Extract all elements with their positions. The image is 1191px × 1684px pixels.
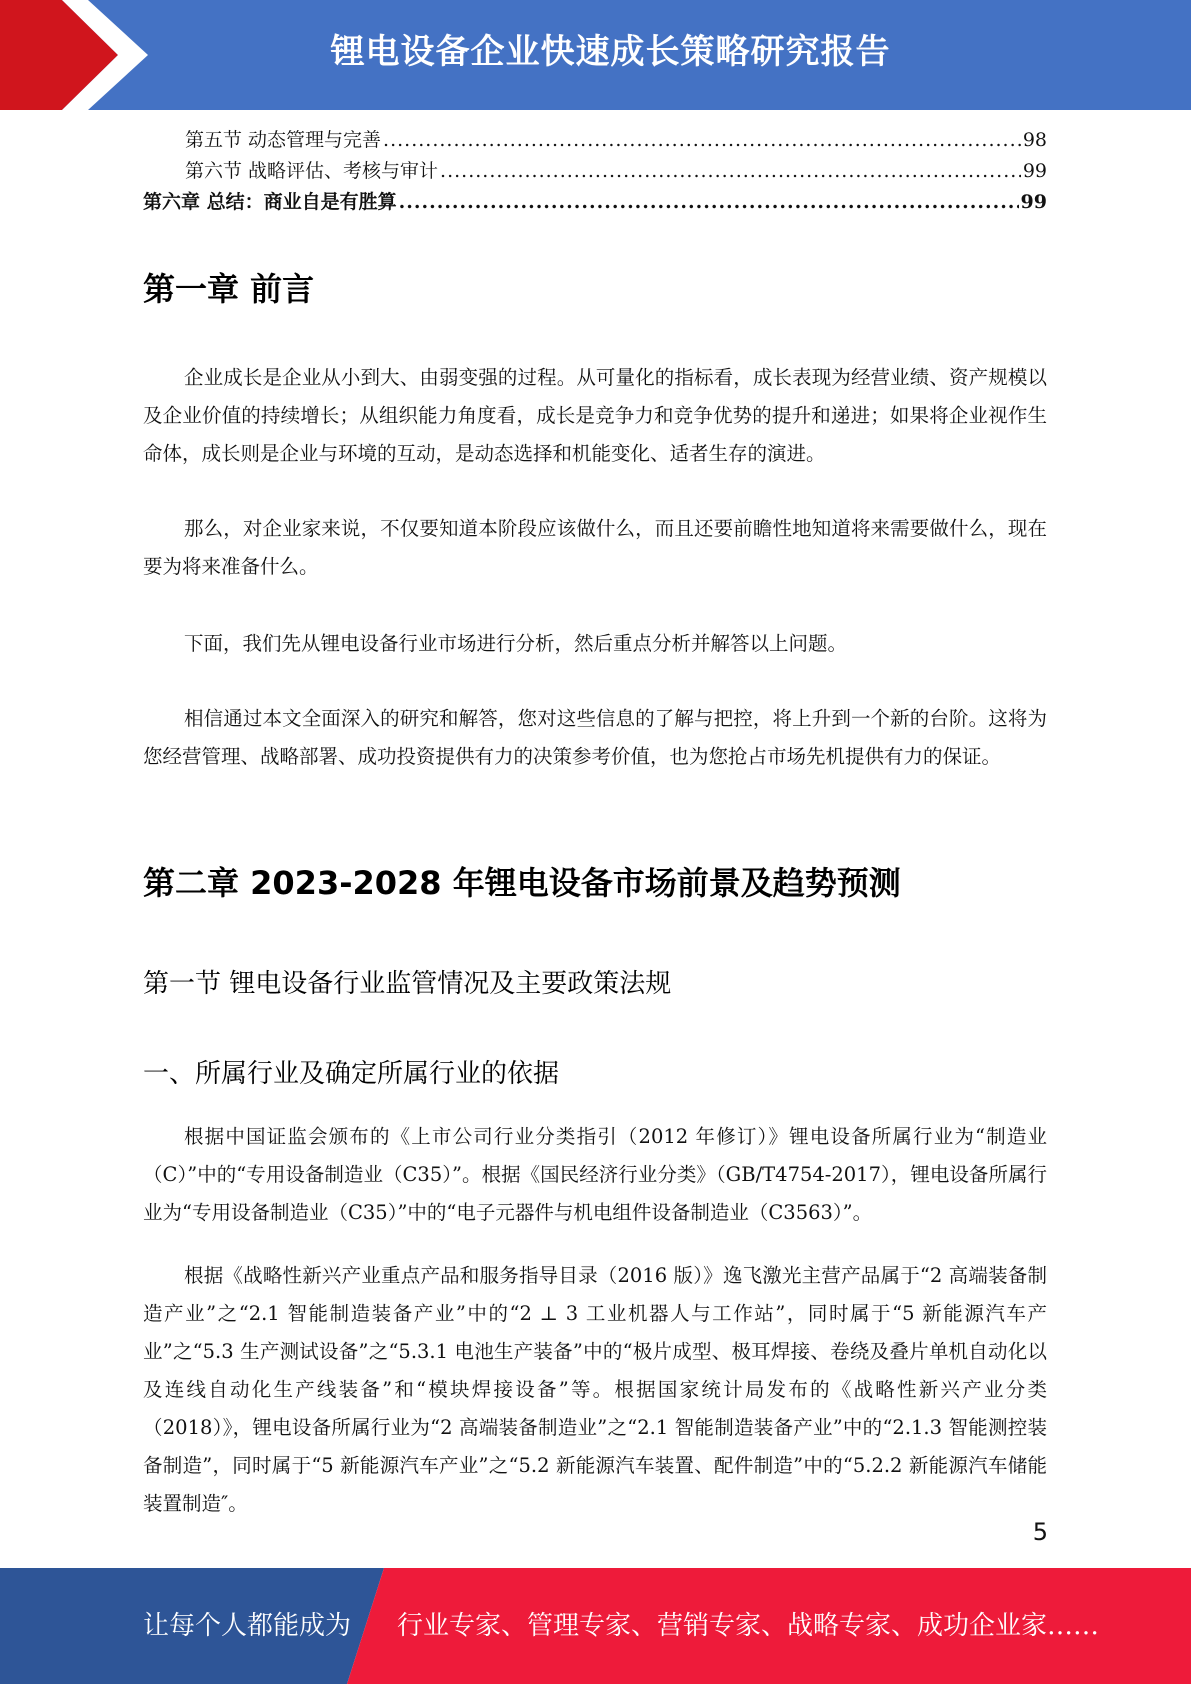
page-header	[0, 0, 1191, 110]
toc-label: 第六节 战略评估、考核与审计	[185, 160, 439, 182]
subsection-heading: 一、所属行业及确定所属行业的依据	[143, 1059, 560, 1089]
paragraph: 相信通过本文全面深入的研究和解答，您对这些信息的了解与把控，将上升到一个新的台阶。这将为您经营管理、战略部署、成功投资提供有力的决策参考价值，也为您抢占市场先机提供有力的保证。	[143, 707, 1047, 768]
chapter-heading: 第一章 前言	[143, 270, 315, 308]
header-title: 锂电设备企业快速成长策略研究报告	[330, 32, 891, 72]
paragraph: 企业成长是企业从小到大、由弱变强的过程。从可量化的指标看，成长表现为经营业绩、资产规模以及企业价值的持续增长；从组织能力角度看，成长是竞争力和竞争优势的提升和递进；如果将企业视作生命体，成长则是企业与环境的互动，是动态选择和机能变化、适者生存的演进。	[143, 366, 1047, 465]
paragraph: 下面，我们先从锂电设备行业市场进行分析，然后重点分析并解答以上问题。	[184, 632, 848, 655]
paragraph: 那么，对企业家来说，不仅要知道本阶段应该做什么，而且还要前瞻性地知道将来需要做什么，现在要为将来准备什么。	[143, 517, 1047, 578]
toc-row[interactable]	[143, 125, 1047, 156]
footer-slogan-left: 让每个人都能成为	[143, 1611, 352, 1641]
chapter-heading: 第二章 2023-2028 年锂电设备市场前景及趋势预测	[143, 864, 901, 902]
paragraph: 根据《战略性新兴产业重点产品和服务指导目录（2016 版）》逸飞激光主营产品属于“2 高端装备制造产业”之“2.1 智能制造装备产业”中的“2 ⊥ 3 工业机器人与工作站”，同时属于“5 新能源汽车产业”之“5.3 生产测试设备”之“5.3.1 电池生产装备”中的“极片成型、极耳焊接、卷绕及叠片单机自动化以及连线自动化生产线装备”和“模块焊接设备”等。根据国家统计局发布的《战略性新兴产业分类（2018）》，锂电设备所属行业为“2 高端装备制造业”之“2.1 智能制造装备产业”中的“2.1.3 智能测控装备制造”，同时属于“5 新能源汽车产业”之“5.2 新能源汽车装置、配件制造”中的“5.2.2 新能源汽车储能装置制造″。	[143, 1264, 1047, 1515]
page-number: 5	[1032, 1518, 1048, 1546]
toc-page: 99	[1022, 160, 1047, 182]
toc-page: 98	[1022, 129, 1047, 151]
toc-leader	[399, 191, 1019, 213]
toc-leader	[440, 160, 1021, 182]
toc-page: 99	[1020, 191, 1047, 213]
toc-leader	[383, 129, 1021, 151]
header-arrow-decoration	[0, 0, 200, 110]
section-heading: 第一节 锂电设备行业监管情况及主要政策法规	[143, 969, 672, 999]
toc-label: 第五节 动态管理与完善	[185, 129, 382, 151]
footer-slogan-right: 行业专家、管理专家、营销专家、战略专家、成功企业家……	[397, 1611, 1100, 1641]
toc-row[interactable]	[143, 187, 1047, 218]
toc-row[interactable]	[143, 156, 1047, 187]
toc	[143, 125, 1047, 218]
page-footer	[0, 1568, 1191, 1684]
toc-label: 第六章 总结：商业自是有胜算	[143, 191, 397, 213]
paragraph: 根据中国证监会颁布的《上市公司行业分类指引（2012 年修订）》锂电设备所属行业为“制造业（C）”中的“专用设备制造业（C35）”。根据《国民经济行业分类》（GB/T4754-2017），锂电设备所属行业为“专用设备制造业（C35）”中的“电子元器件与机电组件设备制造业（C3563）”。	[143, 1125, 1047, 1224]
